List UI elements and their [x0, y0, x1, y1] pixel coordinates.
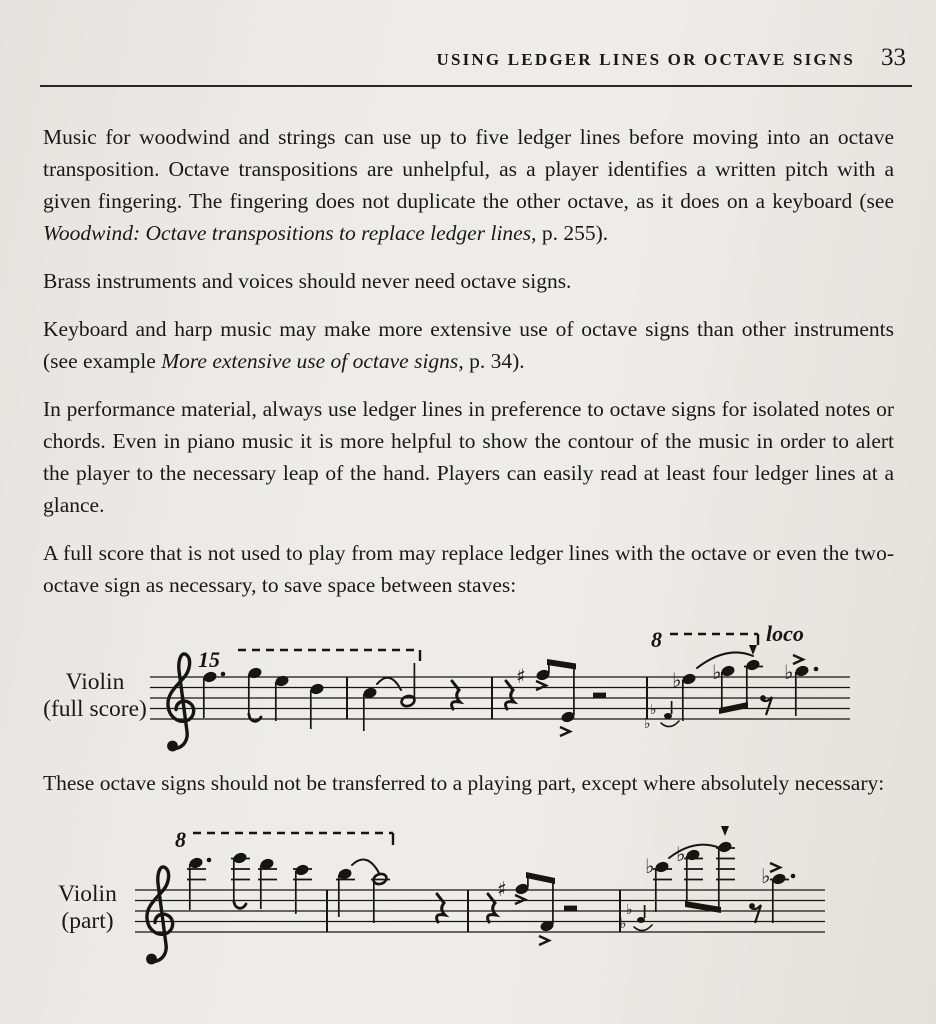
measure-1-notes — [187, 851, 327, 932]
quarter-rest — [437, 894, 445, 922]
music-example-part — [0, 815, 936, 965]
header-rule — [40, 85, 912, 87]
page-body — [0, 121, 936, 601]
instrument-name: Violin — [58, 881, 117, 907]
octave-bracket — [651, 627, 758, 652]
page-title: USING LEDGER LINES OR OCTAVE SIGNS — [436, 50, 855, 69]
paragraph-5: A full score that is not used to play from may replace ledger lines with the octave or even the two-octave sign as necessary, to save space between staves: — [43, 541, 894, 597]
measure-4-notes — [620, 826, 795, 932]
beam — [547, 659, 576, 670]
eighth-rest — [749, 903, 761, 923]
flat-icon: ♭ — [712, 660, 722, 684]
instrument-label-part — [40, 881, 135, 935]
two-octave-sign-label: 15 — [198, 647, 220, 672]
running-header — [0, 0, 936, 72]
quarter-rest — [488, 894, 496, 922]
treble-clef-icon — [146, 867, 173, 964]
paragraph-3 — [43, 313, 894, 377]
loco-label: loco — [766, 621, 804, 646]
text-run: Keyboard and harp music may make more extensive use of octave signs than other instruments (see example — [43, 317, 894, 373]
flat-icon: ♭ — [672, 668, 682, 692]
flat-icon: ♭ — [761, 864, 771, 888]
flat-icon: ♭ — [650, 702, 657, 718]
flat-icon: ♭ — [620, 916, 627, 932]
flat-icon: ♭ — [626, 902, 633, 918]
text-run: , p. 34). — [458, 349, 525, 373]
paragraph-6: These octave signs should not be transferred to a playing part, except where absolutely necessary: — [43, 771, 885, 795]
octave-sign-label: 8 — [651, 627, 662, 652]
accent-icon — [560, 727, 570, 736]
octave-sign-label: 8 — [175, 827, 186, 852]
accent-icon — [515, 895, 525, 904]
flat-icon: ♭ — [645, 854, 655, 878]
text-run-italic: More extensive use of octave signs — [161, 349, 459, 373]
text-run-italic: Woodwind: Octave transpositions to replace ledger lines — [43, 221, 532, 245]
treble-clef-icon — [167, 654, 194, 751]
sharp-icon: ♯ — [497, 877, 507, 901]
measure-2-notes — [362, 663, 492, 731]
paragraph-4: In performance material, always use ledger lines in preference to octave signs for isolated notes or chords. Even in piano music it is more helpful to show the contour of the music in order to alert the player to the necessary leap of the hand. Players can easily read at least four ledger lines at a glance. — [43, 397, 894, 517]
marcato-icon — [721, 826, 729, 836]
staff-part — [135, 815, 825, 965]
beam — [526, 872, 555, 884]
text-run: Music for woodwind and strings can use up to five ledger lines before moving into an octave transposition. Octave transpositions are unhelpful, as a player identifies a written pitch with a given fingering. The fingering does not duplicate the other octave, as it does on a keyboard (see — [43, 125, 894, 213]
text-run: , p. 255). — [531, 221, 609, 245]
staff-lines — [135, 890, 825, 932]
page-number: 33 — [881, 44, 906, 71]
instrument-label-full-score — [40, 669, 150, 723]
accent-icon — [536, 681, 546, 690]
quarter-rest — [452, 681, 460, 709]
flat-icon: ♭ — [784, 660, 794, 684]
accent-icon — [539, 936, 549, 945]
instrument-name: Violin — [65, 669, 125, 695]
marcato-icon — [749, 645, 757, 655]
paragraph-1 — [43, 121, 894, 249]
sharp-icon: ♯ — [516, 664, 526, 688]
quarter-rest — [506, 681, 514, 709]
flat-icon: ♭ — [644, 716, 651, 732]
half-rest — [593, 693, 606, 698]
staff-lines — [150, 677, 850, 719]
paragraph-2: Brass instruments and voices should never need octave signs. — [43, 269, 572, 293]
two-octave-bracket — [198, 647, 420, 672]
measure-3-notes — [488, 872, 620, 945]
staff-full-score — [150, 617, 850, 757]
beam — [719, 702, 748, 714]
instrument-qualifier: (part) — [61, 908, 114, 934]
grace-notes — [620, 902, 652, 932]
accent-icon — [770, 863, 780, 872]
octave-bracket — [175, 827, 393, 852]
instrument-qualifier: (full score) — [43, 696, 147, 722]
half-rest — [564, 906, 577, 911]
grace-notes — [644, 701, 679, 732]
flat-icon: ♭ — [676, 842, 686, 866]
accent-icon — [793, 655, 803, 664]
music-example-full-score — [0, 617, 936, 757]
